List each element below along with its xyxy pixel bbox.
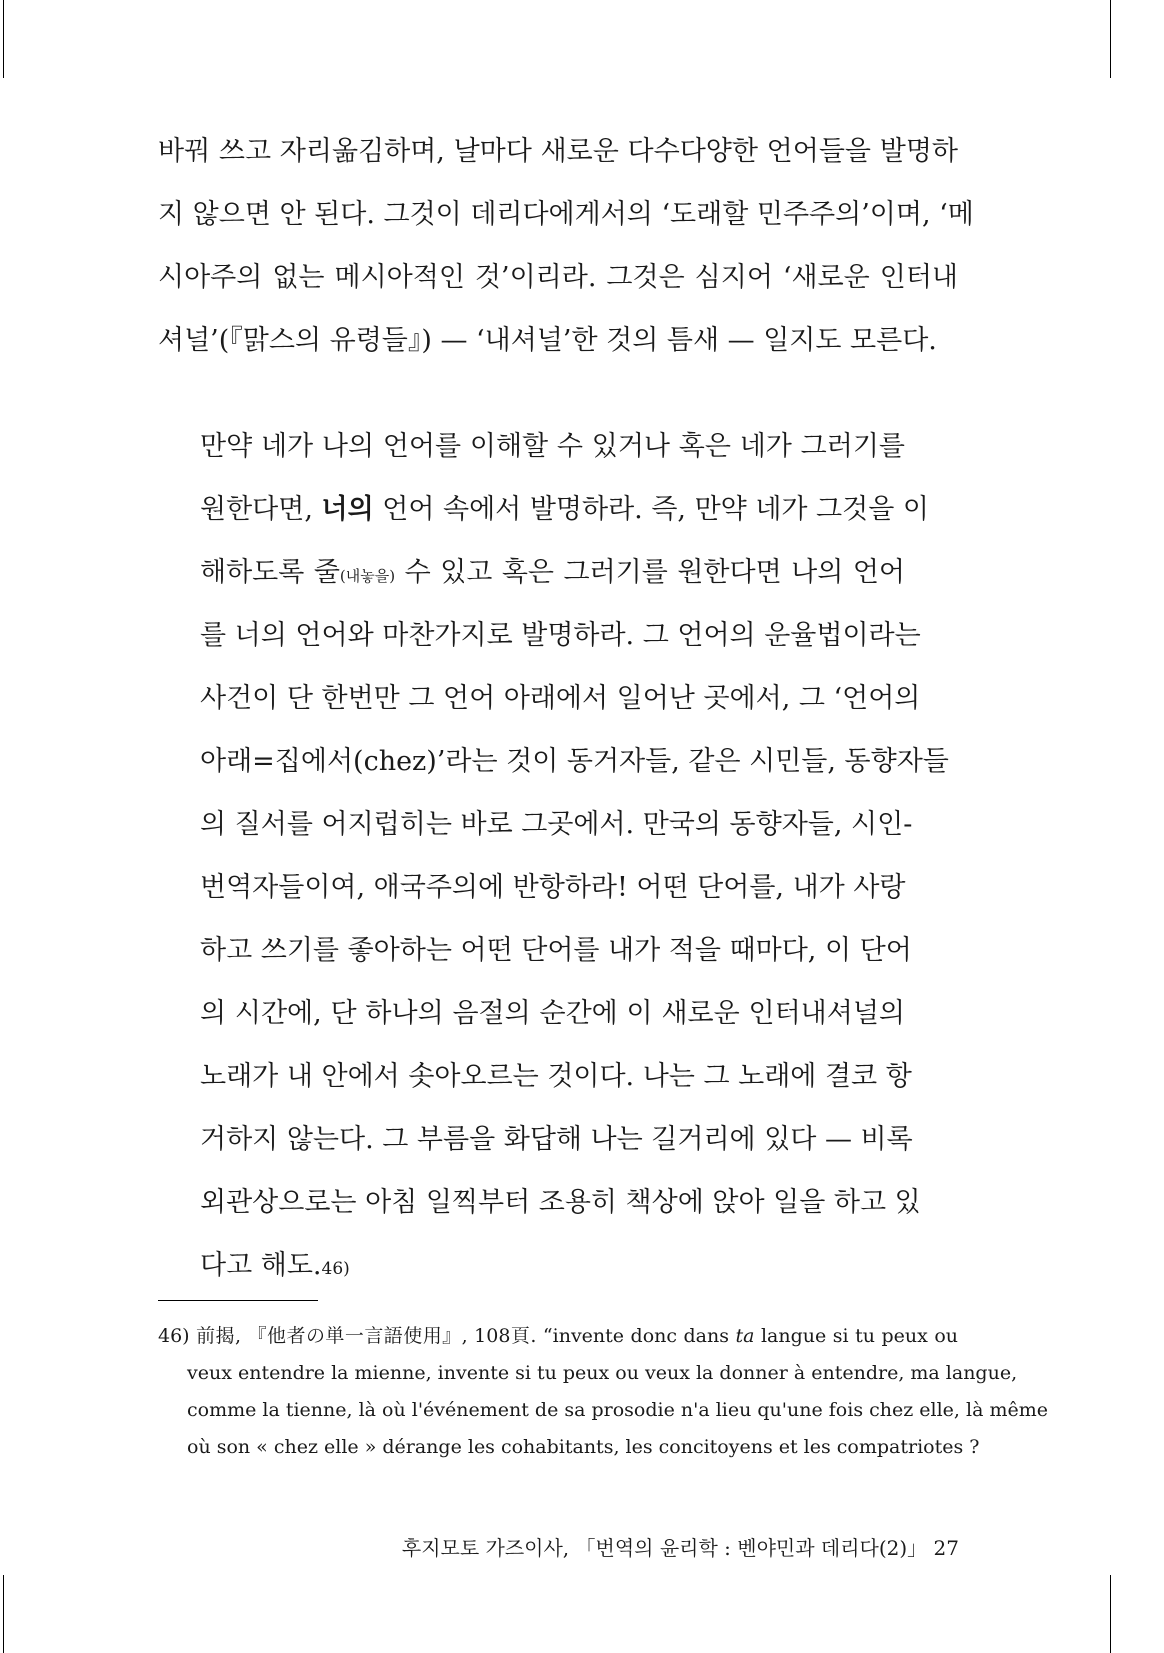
quote-text: 다고 해도. bbox=[200, 1250, 322, 1281]
footnote-line bbox=[158, 1318, 958, 1355]
paragraph-line: 시아주의 없는 메시아적인 것’이리라. 그것은 심지어 ‘새로운 인터내 bbox=[158, 262, 958, 293]
quote-line: 의 시간에, 단 하나의 음절의 순간에 이 새로운 인터내셔널의 bbox=[200, 998, 905, 1029]
quote-text: 해하도록 줄 bbox=[200, 557, 340, 588]
crop-mark-top-right bbox=[1110, 0, 1111, 78]
quote-text: 수 있고 혹은 그러기를 원한다면 나의 언어 bbox=[395, 557, 905, 588]
quote-line: 번역자들이여, 애국주의에 반항하라! 어떤 단어를, 내가 사랑 bbox=[200, 872, 906, 903]
footnote-number: 46) bbox=[158, 1325, 190, 1347]
quote-line: 아래=집에서(chez)’라는 것이 동거자들, 같은 시민들, 동향자들 bbox=[200, 746, 949, 777]
paragraph-line: 지 않으면 안 된다. 그것이 데리다에게서의 ‘도래할 민주주의’이며, ‘메 bbox=[158, 199, 974, 230]
quote-text: 원한다면, bbox=[200, 494, 322, 525]
running-footer bbox=[402, 1532, 959, 1561]
quote-line bbox=[200, 1241, 905, 1304]
quote-line: 노래가 내 안에서 솟아오르는 것이다. 나는 그 노래에 결코 항 bbox=[200, 1061, 912, 1092]
quote-line: 사건이 단 한번만 그 언어 아래에서 일어난 곳에서, 그 ‘언어의 bbox=[200, 683, 921, 714]
running-head: 후지모토 가즈이사, 「번역의 윤리학 : 벤야민과 데리다(2)」 bbox=[401, 1536, 928, 1560]
crop-mark-bottom-right bbox=[1110, 1575, 1111, 1653]
footnote-italic: ta bbox=[735, 1325, 755, 1347]
paragraph-line: 바꿔 쓰고 자리옮김하며, 날마다 새로운 다수다양한 언어들을 발명하 bbox=[158, 136, 958, 167]
footnote-reference[interactable]: 46) bbox=[321, 1259, 350, 1279]
footnote-line: où son « chez elle » dérange les cohabitants, les concitoyens et les compatriotes ? bbox=[187, 1436, 980, 1458]
quote-line: 외관상으로는 아침 일찍부터 조용히 책상에 앉아 일을 하고 있 bbox=[200, 1187, 921, 1218]
quote-line bbox=[200, 485, 929, 548]
quote-line: 거하지 않는다. 그 부름을 화답해 나는 길거리에 있다 — 비록 bbox=[200, 1124, 913, 1155]
crop-mark-top-left bbox=[3, 0, 4, 78]
footnote-line: veux entendre la mienne, invente si tu peux ou veux la donner à entendre, ma langue, bbox=[187, 1362, 1018, 1384]
quote-line: 의 질서를 어지럽히는 바로 그곳에서. 만국의 동향자들, 시인- bbox=[200, 809, 913, 840]
page-number: 27 bbox=[933, 1536, 959, 1560]
crop-mark-bottom-left bbox=[3, 1575, 4, 1653]
footnote bbox=[158, 1318, 1048, 1466]
emphasized-word: 너의 bbox=[321, 494, 374, 525]
inline-gloss: (내놓을) bbox=[339, 567, 396, 585]
footnote-line: comme la tienne, là où l'événement de sa prosodie n'a lieu qu'une fois chez elle, là même bbox=[187, 1399, 1048, 1421]
quote-text: 언어 속에서 발명하라. 즉, 만약 네가 그것을 이 bbox=[373, 494, 929, 525]
quote-line: 를 너의 언어와 마찬가지로 발명하라. 그 언어의 운율법이라는 bbox=[200, 620, 921, 651]
quote-line: 만약 네가 나의 언어를 이해할 수 있거나 혹은 네가 그러기를 bbox=[200, 431, 905, 462]
paragraph-line: 셔널’(『맑스의 유령들』) — ‘내셔널’한 것의 틈새 — 일지도 모른다. bbox=[158, 325, 937, 356]
footnote-text: langue si tu peux ou bbox=[754, 1325, 958, 1347]
body-paragraph bbox=[158, 127, 974, 379]
footnote-text: 前揭, 『他者の単一言語使用』, 108頁. “invente donc dans bbox=[189, 1325, 736, 1347]
quote-line bbox=[200, 548, 905, 611]
block-quote bbox=[200, 422, 949, 1304]
footnote-divider bbox=[158, 1300, 318, 1301]
quote-line: 하고 쓰기를 좋아하는 어떤 단어를 내가 적을 때마다, 이 단어 bbox=[200, 935, 912, 966]
